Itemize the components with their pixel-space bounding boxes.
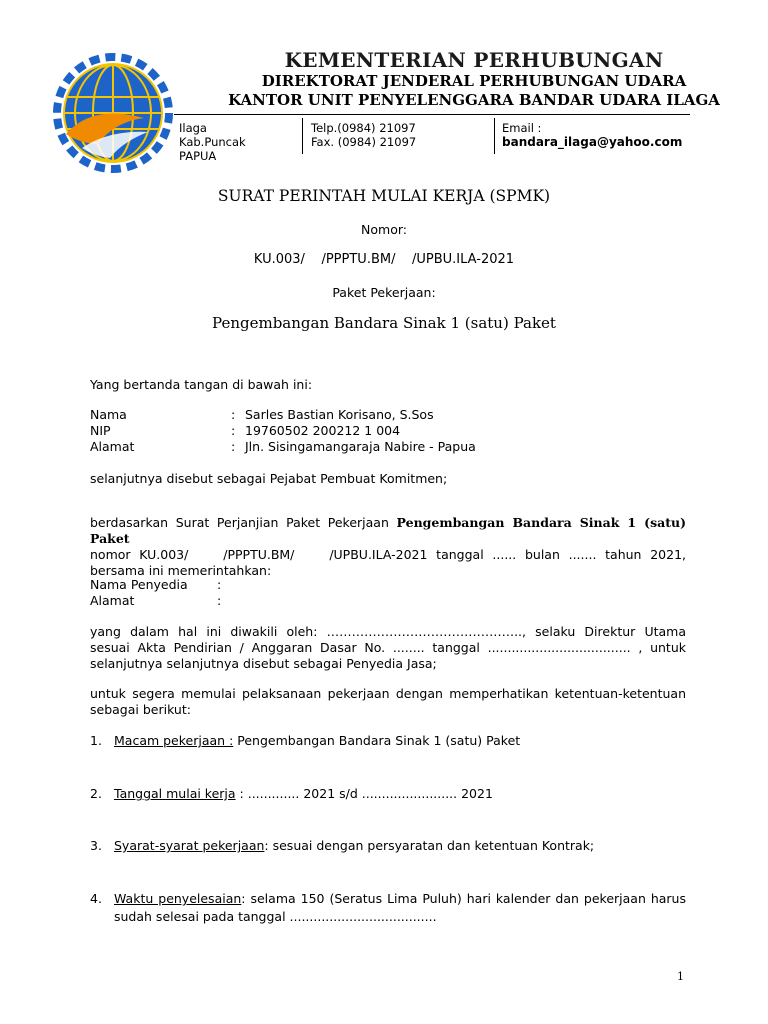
provider-row: [90, 577, 222, 593]
signer-row: [90, 407, 434, 423]
office-name: KANTOR UNIT PENYELENGGARA BANDAR UDARA ILAGA: [228, 91, 720, 109]
header-divider: [302, 118, 303, 154]
item-label: Waktu penyelesaian: [114, 891, 242, 906]
header-divider: [494, 118, 495, 154]
provider-row: [90, 593, 222, 609]
address-line: Kab.Puncak: [179, 135, 246, 149]
role-line: selanjutnya disebut sebagai Pejabat Pembuat Komitmen;: [90, 471, 448, 486]
basis-paragraph: [90, 515, 686, 579]
signer-label: NIP: [90, 423, 111, 438]
phone-block: [311, 121, 416, 149]
order-line: untuk segera memulai pelaksanaan pekerjaan dengan memperhatikan ketentuan-ketentuan: [90, 686, 686, 701]
paket-name: Pengembangan Bandara Sinak 1 (satu) Paket: [212, 314, 556, 332]
document-title: SURAT PERINTAH MULAI KERJA (SPMK): [217, 187, 551, 205]
address-line: PAPUA: [179, 149, 217, 163]
item-text: Pengembangan Bandara Sinak 1 (satu) Paket: [233, 733, 521, 748]
intro-line: Yang bertanda tangan di bawah ini:: [90, 377, 313, 392]
basis-prefix: berdasarkan Surat Perjanjian Paket Pekerjaan: [90, 515, 397, 530]
page-number: 1: [677, 970, 684, 983]
fax-number: Fax. (0984) 21097: [311, 135, 417, 149]
directorate-name: DIREKTORAT JENDERAL PERHUBUNGAN UDARA: [261, 72, 687, 90]
provider-colon: :: [217, 593, 222, 608]
signer-label: Alamat: [90, 439, 135, 454]
basis-line: bersama ini memerintahkan:: [90, 563, 272, 578]
signer-value: Jln. Sisingamangaraja Nabire - Papua: [245, 439, 476, 454]
item-number: 3.: [90, 838, 102, 853]
phone-number: Telp.(0984) 21097: [311, 121, 416, 135]
rep-line: yang dalam hal ini diwakili oleh: ……………………………………….., selaku Direktur Utama: [90, 624, 686, 639]
item-label: Macam pekerjaan :: [114, 733, 234, 748]
signer-colon: :: [231, 439, 236, 454]
basis-line: nomor KU.003/ /PPPTU.BM/ /UPBU.ILA-2021 tanggal ...... bulan ....... tahun 2021,: [90, 547, 686, 562]
email-block: [502, 121, 682, 149]
paket-label: Paket Pekerjaan:: [332, 285, 436, 300]
item-text: : ............. 2021 s/d ........................ 2021: [235, 786, 493, 801]
representative-paragraph: [90, 624, 686, 672]
rep-line: selanjutnya selanjutnya disebut sebagai Penyedia Jasa;: [90, 656, 437, 671]
item-number: 1.: [90, 733, 102, 748]
header-rule: [174, 114, 690, 115]
address-block: [179, 121, 246, 163]
order-line: sebagai berikut:: [90, 702, 191, 717]
provider-colon: :: [217, 577, 222, 592]
item-label: Tanggal mulai kerja: [114, 786, 236, 801]
signer-value: Sarles Bastian Korisano, S.Sos: [245, 407, 434, 422]
signer-value: 19760502 200212 1 004: [245, 423, 401, 438]
signer-label: Nama: [90, 407, 127, 422]
order-paragraph: [90, 686, 686, 718]
provider-table: [90, 577, 222, 609]
signer-table: [90, 407, 476, 455]
email-address[interactable]: bandara_ilaga@yahoo.com: [502, 135, 683, 149]
provider-label: Alamat: [90, 593, 135, 608]
document-number: KU.003/ /PPPTU.BM/ /UPBU.ILA-2021: [253, 252, 515, 267]
basis-bold: Pengembangan Bandara Sinak 1 (satu) Paket: [90, 515, 686, 546]
ministry-name: KEMENTERIAN PERHUBUNGAN: [284, 48, 664, 72]
basis-line: [90, 515, 686, 547]
item-number: 4.: [90, 891, 102, 906]
signer-colon: :: [231, 407, 236, 422]
email-label: Email :: [502, 121, 542, 135]
item-text-continued: sudah selesai pada tanggal .....................................: [114, 909, 437, 924]
provider-label: Nama Penyedia: [90, 577, 188, 592]
nomor-label: Nomor:: [361, 222, 407, 237]
signer-row: [90, 423, 401, 439]
item-number: 2.: [90, 786, 102, 801]
signer-row: [90, 439, 476, 455]
item-label: Syarat-syarat pekerjaan: [114, 838, 265, 853]
signer-colon: :: [231, 423, 236, 438]
item-text: : sesuai dengan persyaratan dan ketentuan Kontrak;: [264, 838, 595, 853]
address-line: Ilaga: [179, 121, 207, 135]
item-text: : selama 150 (Seratus Lima Puluh) hari kalender dan pekerjaan harus: [241, 891, 686, 906]
rep-line: sesuai Akta Pendirian / Anggaran Dasar No. ........ tanggal .................................... , untuk: [90, 640, 686, 655]
kemenhub-logo: [52, 52, 174, 174]
